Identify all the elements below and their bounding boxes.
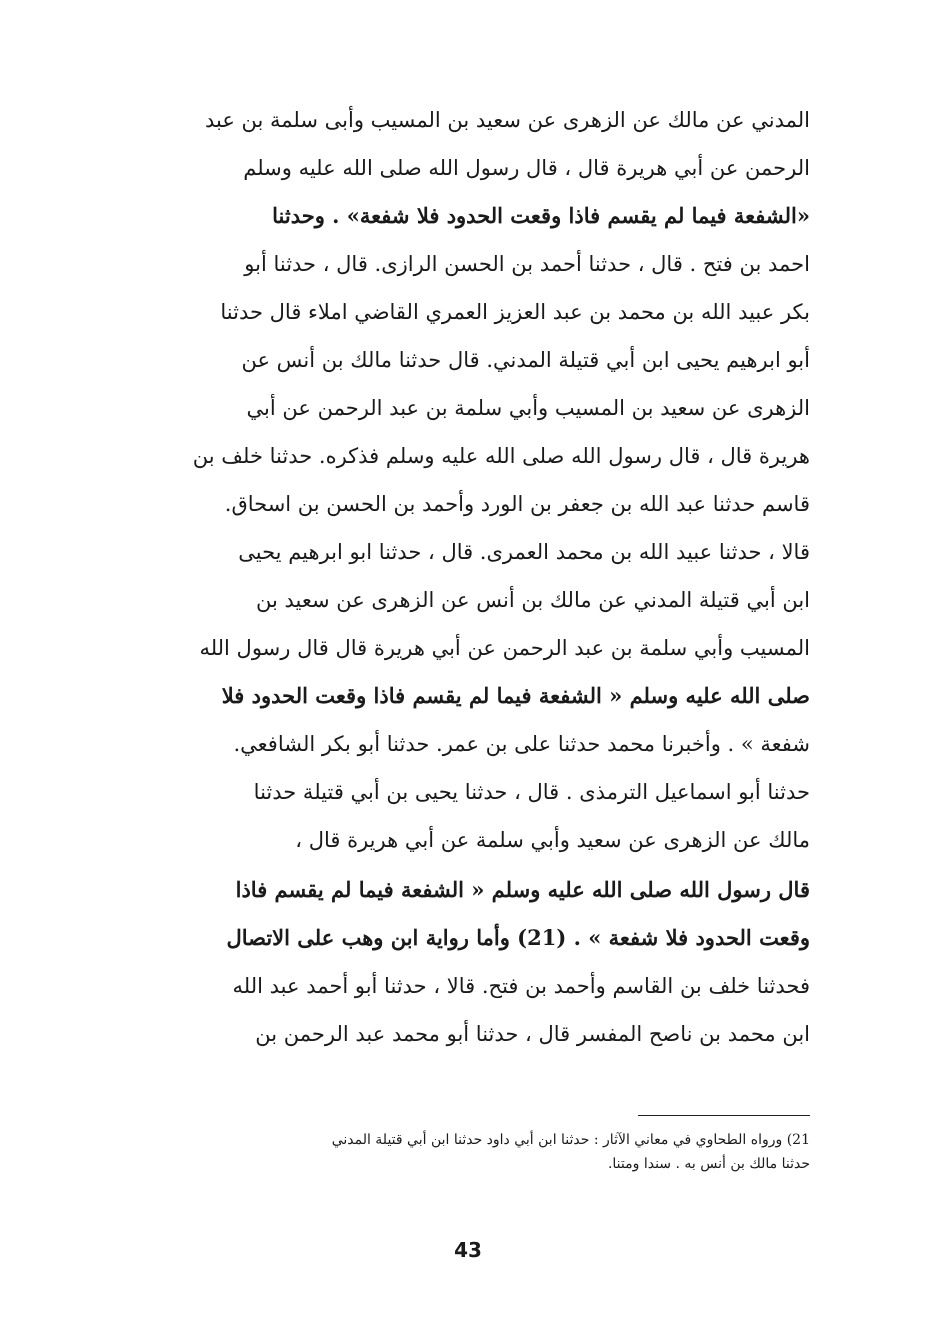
footnote-line: 21) ورواه الطحاوي في معاني الآثار : حدثنا ابن أبي داود حدثنا ابن أبي قتيلة المدني (331, 1132, 810, 1148)
text-line: وقعت الحدود فلا شفعة » . (21) وأما رواية ابن وهب على الاتصال (226, 925, 810, 950)
text-line: المسيب وأبي سلمة بن عبد الرحمن عن أبي هريرة قال قال رسول الله (199, 636, 810, 660)
text-line: قال رسول الله صلى الله عليه وسلم « الشفعة فيما لم يقسم فاذا (235, 877, 810, 902)
main-paragraph-2 (160, 866, 810, 1058)
footnote (180, 1128, 810, 1176)
main-paragraph-1 (160, 96, 810, 864)
text-line: صلى الله عليه وسلم « الشفعة فيما لم يقسم فاذا وقعت الحدود فلا (221, 683, 810, 708)
text-line: فحدثنا خلف بن القاسم وأحمد بن فتح. قالا ، حدثنا أبو أحمد عبد الله (232, 974, 810, 998)
text-line: ابن محمد بن ناصح المفسر قال ، حدثنا أبو محمد عبد الرحمن بن (255, 1022, 810, 1046)
text-line: احمد بن فتح . قال ، حدثنا أحمد بن الحسن الرازى. قال ، حدثنا أبو (244, 252, 810, 276)
text-line: بكر عبيد الله بن محمد بن عبد العزيز العمري القاضي املاء قال حدثنا (220, 300, 810, 324)
page-number: 43 (454, 1238, 482, 1262)
text-line: المدني عن مالك عن الزهرى عن سعيد بن المسيب وأبى سلمة بن عبد (204, 108, 810, 132)
text-line: قاسم حدثنا عبد الله بن جعفر بن الورد وأحمد بن الحسن بن اسحاق. (224, 492, 810, 516)
text-line: أبو ابرهيم يحيى ابن أبي قتيلة المدني. قال حدثنا مالك بن أنس عن (241, 348, 810, 372)
text-line: هريرة قال ، قال رسول الله صلى الله عليه وسلم فذكره. حدثنا خلف بن (192, 444, 810, 468)
text-line: ابن أبي قتيلة المدني عن مالك بن أنس عن الزهرى عن سعيد بن (255, 588, 810, 612)
text-line: الزهرى عن سعيد بن المسيب وأبي سلمة بن عبد الرحمن عن أبي (246, 396, 810, 420)
text-line: قالا ، حدثنا عبيد الله بن محمد العمرى. قال ، حدثنا ابو ابرهيم يحيى (238, 540, 810, 564)
footnote-divider (638, 1115, 810, 1116)
text-line: «الشفعة فيما لم يقسم فاذا وقعت الحدود فلا شفعة» . وحدثنا (272, 203, 810, 228)
footnote-line: حدثنا مالك بن أنس به . سندا ومتنا. (607, 1156, 810, 1172)
text-line: الرحمن عن أبي هريرة قال ، قال رسول الله صلى الله عليه وسلم (243, 156, 810, 180)
text-line: مالك عن الزهرى عن سعيد وأبي سلمة عن أبي هريرة قال ، (295, 828, 810, 852)
text-line: شفعة » . وأخبرنا محمد حدثنا على بن عمر. حدثنا أبو بكر الشافعي. (233, 732, 810, 756)
text-line: حدثنا أبو اسماعيل الترمذى . قال ، حدثنا يحيى بن أبي قتيلة حدثنا (253, 780, 810, 804)
